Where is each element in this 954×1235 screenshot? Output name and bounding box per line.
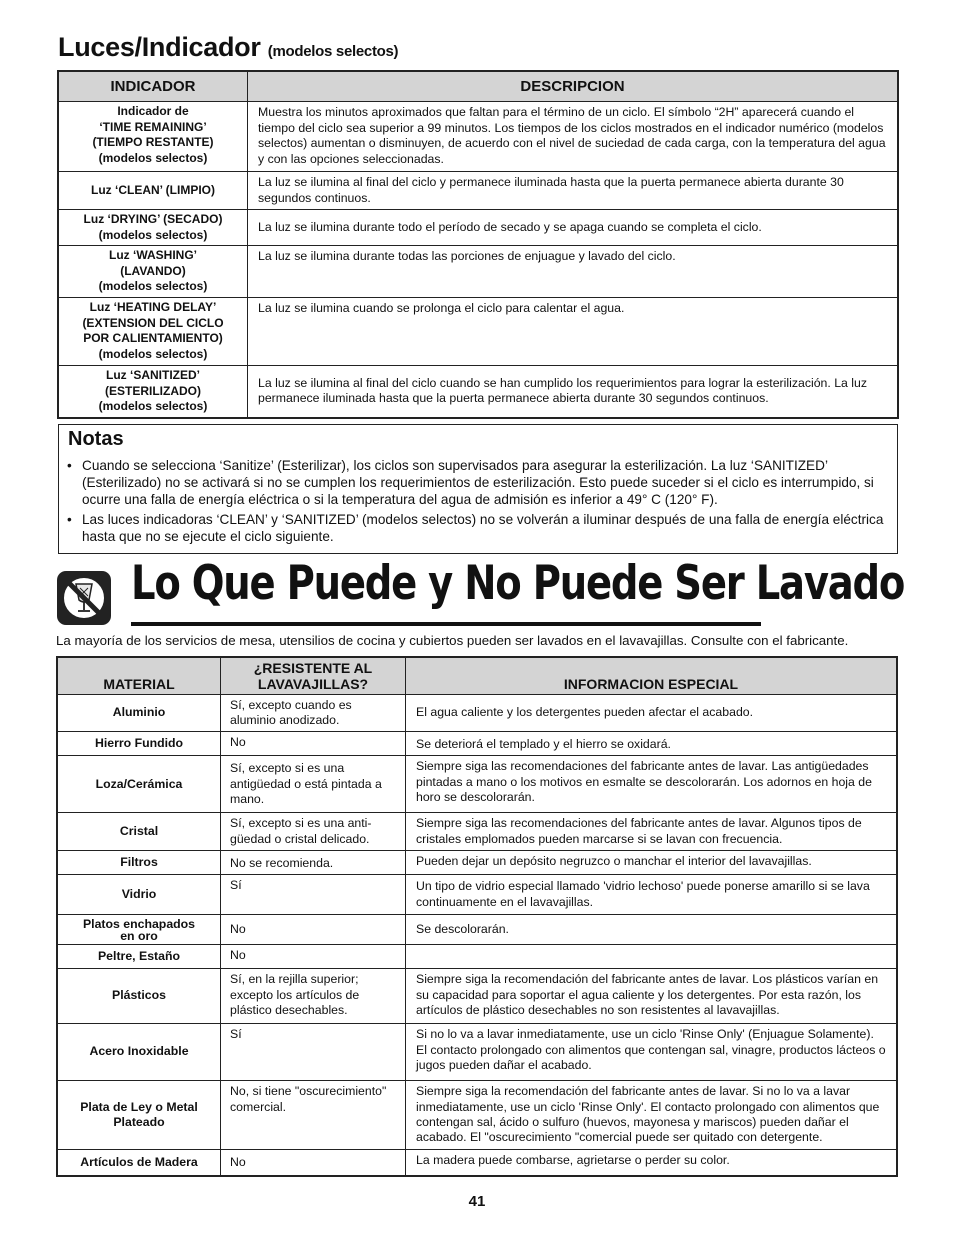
table-row: [58, 102, 898, 172]
indicator-label: Luz ‘SANITIZED’ (ESTERILIZADO) (modelos selectos): [98, 368, 208, 413]
table-row: [57, 875, 897, 915]
header-material: MATERIAL: [57, 657, 221, 694]
material-name: [57, 969, 221, 1024]
bullet: •: [67, 458, 72, 473]
special-info: Siempre siga la recomendación del fabricante antes de lavar. Los plásticos varían en su capacidad para soportar el agua caliente y los detergentes. Por esta razón, los artículos de plástico desechables no son resistentes al lavavajillas.: [406, 969, 898, 1024]
material-label: Cristal: [119, 824, 159, 839]
table-row: [57, 969, 897, 1024]
table-row: [57, 756, 897, 813]
material-name: [57, 945, 221, 969]
material-name: [57, 1081, 221, 1150]
special-info: [406, 945, 898, 969]
material-label: Filtros: [120, 854, 158, 869]
table-row: [58, 298, 898, 366]
indicator-description: La luz se ilumina durante todo el período de secado y se apaga cuando se completa el ciclo.: [248, 210, 899, 246]
special-info: Siempre siga la recomendación del fabricante antes de lavar. Si no lo va a lavar inmediatamente, use un ciclo 'Rinse Only'. El contacto prolongado con alimentos que contengan sal, ácido o sulfuro (huevos, mayonesa y mariscos) pueden dañar el acabado. El "oscurecimiento "comercial puede ser quitado con detergente.: [406, 1081, 898, 1150]
material-name: [57, 1149, 221, 1176]
materials-table-header: [57, 657, 897, 694]
material-name: [57, 915, 221, 945]
resistant-value: No: [221, 732, 406, 756]
no-glass-icon: [56, 570, 112, 626]
table-row: [58, 246, 898, 298]
special-info: Un tipo de vidrio especial llamado 'vidrio lechoso' puede ponerse amarillo si se lava continuamente en el lavavajillas.: [406, 875, 898, 915]
indicator-description: Muestra los minutos aproximados que faltan para el término de un ciclo. El símbolo “2H” aparecerá cuando el tiempo del ciclo sea superior a 99 minutos. Los tiempos de los ciclos mostrados en el indicador numérico (modelos selectos) aumentan o disminuyen, de acuerdo con el nivel de suciedad de cada carga, con la temperatura del agua y con las opciones seleccionadas.: [248, 102, 899, 172]
material-label: Acero Inoxidable: [89, 1044, 189, 1059]
table-row: [57, 851, 897, 875]
table-row: [57, 694, 897, 732]
page-number: 41: [468, 1193, 486, 1210]
material-label: Plásticos: [112, 988, 166, 1003]
material-name: [57, 1024, 221, 1081]
table-row: [58, 172, 898, 210]
table-row: [57, 813, 897, 851]
special-info: El agua caliente y los detergentes pueden afectar el acabado.: [406, 694, 898, 732]
material-name: [57, 875, 221, 915]
material-label: Hierro Fundido: [94, 736, 184, 751]
material-name: [57, 732, 221, 756]
indicator-name: [58, 102, 248, 172]
section-subtitle: (modelos selectos): [267, 43, 399, 60]
resistant-value: Sí: [221, 1024, 406, 1081]
table-row: [57, 945, 897, 969]
indicator-label: Luz ‘DRYING’ (SECADO) (modelos selectos): [83, 212, 223, 242]
page-title: Lo Que Puede y No Puede Ser Lavado: [131, 556, 905, 611]
indicator-name: [58, 246, 248, 298]
special-info: La madera puede combarse, agrietarse o perder su color.: [406, 1149, 898, 1176]
indicator-description: La luz se ilumina durante todas las porciones de enjuague y lavado del ciclo.: [248, 246, 899, 298]
resistant-value: Sí, excepto si es una anti-güedad o cristal delicado.: [221, 813, 406, 851]
material-label: Aluminio: [112, 705, 166, 720]
header-descripcion: DESCRIPCION: [248, 71, 899, 102]
materials-table: [56, 656, 898, 1177]
section-title-text: Luces/Indicador: [58, 32, 261, 62]
note-text: Cuando se selecciona ‘Sanitize’ (Esterilizar), los ciclos son supervisados para asegurar la esterilización. La luz ‘SANITIZED’ (Esterilizado) no se activará si no se cumplen los requerimientos de esterilización. Esto puede suceder si el ciclo es interrumpido, si ocurre una falla de energía eléctrica o si la temperatura del agua de admisión es inferior a 49° C (120° F).: [82, 458, 874, 507]
resistant-value: No: [221, 1149, 406, 1176]
indicator-table-header: [58, 71, 898, 102]
table-row: [57, 1149, 897, 1176]
indicator-label: Luz ‘CLEAN’ (LIMPIO): [91, 182, 215, 197]
indicator-label: Indicador de ‘TIME REMAINING’ (TIEMPO RESTANTE) (modelos selectos): [92, 104, 214, 165]
header-resistente-text: ¿RESISTENTE AL LAVAVAJILLAS?: [253, 659, 373, 692]
indicator-label: Luz ‘WASHING’ (LAVANDO) (modelos selectos): [98, 248, 208, 293]
indicator-name: [58, 172, 248, 210]
material-label: Platos enchapados en oro: [82, 916, 196, 943]
header-informacion: INFORMACION ESPECIAL: [406, 657, 898, 694]
resistant-value: No: [221, 915, 406, 945]
indicator-description: La luz se ilumina al final del ciclo cuando se han cumplido los requerimientos para lograr la esterilización. La luz permanece iluminada hasta que la puerta permanece abierta durante 30 segundos continuos.: [248, 366, 899, 418]
table-row: [57, 1024, 897, 1081]
table-row: [57, 1081, 897, 1150]
resistant-value: Sí, excepto si es una antigüedad o está pintada a mano.: [221, 756, 406, 813]
bullet: •: [67, 512, 72, 527]
list-item: [67, 511, 889, 545]
special-info: Se descolorarán.: [406, 915, 898, 945]
indicator-name: [58, 298, 248, 366]
special-info: Siempre siga las recomendaciones del fabricante antes de lavar. Las antigüedades pintadas a mano o los motivos en esmalte se descolorarán. Los adornos en hoja de horo se descolorarán.: [406, 756, 898, 813]
resistant-value: Sí, excepto cuando es aluminio anodizado.: [221, 694, 406, 732]
material-label: Vidrio: [121, 886, 157, 901]
special-info: Si no lo va a lavar inmediatamente, use un ciclo 'Rinse Only' (Enjuague Solamente). El contacto prolongado con alimentos que contengan sal, vinagre, productos lácteos o jugos pueden dañar el acabado.: [406, 1024, 898, 1081]
title-underline: [131, 622, 761, 626]
indicator-description: La luz se ilumina cuando se prolonga el ciclo para calentar el agua.: [248, 298, 899, 366]
indicator-name: [58, 210, 248, 246]
material-name: [57, 756, 221, 813]
resistant-value: No, si tiene "oscurecimiento" comercial.: [221, 1081, 406, 1150]
special-info: Pueden dejar un depósito negruzco o manchar el interior del lavavajillas.: [406, 851, 898, 875]
table-row: [57, 732, 897, 756]
section-title-luces: [58, 32, 398, 63]
material-label: Peltre, Estaño: [97, 948, 180, 963]
material-name: [57, 813, 221, 851]
indicator-label: Luz ‘HEATING DELAY’ (EXTENSION DEL CICLO POR CALIENTAMIENTO) (modelos selectos): [82, 300, 224, 361]
material-name: [57, 851, 221, 875]
indicator-description: La luz se ilumina al final del ciclo y permanece iluminada hasta que la puerta permanece abierta durante 30 segundos continuos.: [248, 172, 899, 210]
notes-box: [58, 424, 898, 554]
resistant-value: No se recomienda.: [221, 851, 406, 875]
material-name: [57, 694, 221, 732]
indicator-table: [57, 70, 899, 419]
resistant-value: No: [221, 945, 406, 969]
material-label: Loza/Cerámica: [95, 776, 183, 791]
table-row: [57, 915, 897, 945]
resistant-value: Sí, en la rejilla superior; excepto los artículos de plástico desechables.: [221, 969, 406, 1024]
note-text: Las luces indicadoras ‘CLEAN’ y ‘SANITIZED’ (modelos selectos) no se volverán a iluminar después de una falla de energía eléctrica hasta que no se ejecute el ciclo siguiente.: [82, 512, 884, 544]
table-row: [58, 366, 898, 418]
indicator-name: [58, 366, 248, 418]
special-info: Siempre siga las recomendaciones del fabricante antes de lavar. Algunos tipos de cristales emplomados pueden marcarse si se lavan con frecuencia.: [406, 813, 898, 851]
list-item: [67, 457, 889, 508]
notes-list: [67, 457, 889, 548]
resistant-value: Sí: [221, 875, 406, 915]
table-row: [58, 210, 898, 246]
material-label: Artículos de Madera: [80, 1154, 198, 1169]
notes-title: Notas: [68, 428, 124, 450]
material-label: Plata de Ley o Metal Plateado: [80, 1099, 198, 1129]
header-indicador: INDICADOR: [58, 71, 248, 102]
intro-text: La mayoría de los servicios de mesa, utensilios de cocina y cubiertos pueden ser lavados en el lavavajillas. Consulte con el fabricante.: [56, 633, 849, 648]
header-resistente: [221, 657, 406, 694]
special-info: Se deteriorá el templado y el hierro se oxidará.: [406, 732, 898, 756]
